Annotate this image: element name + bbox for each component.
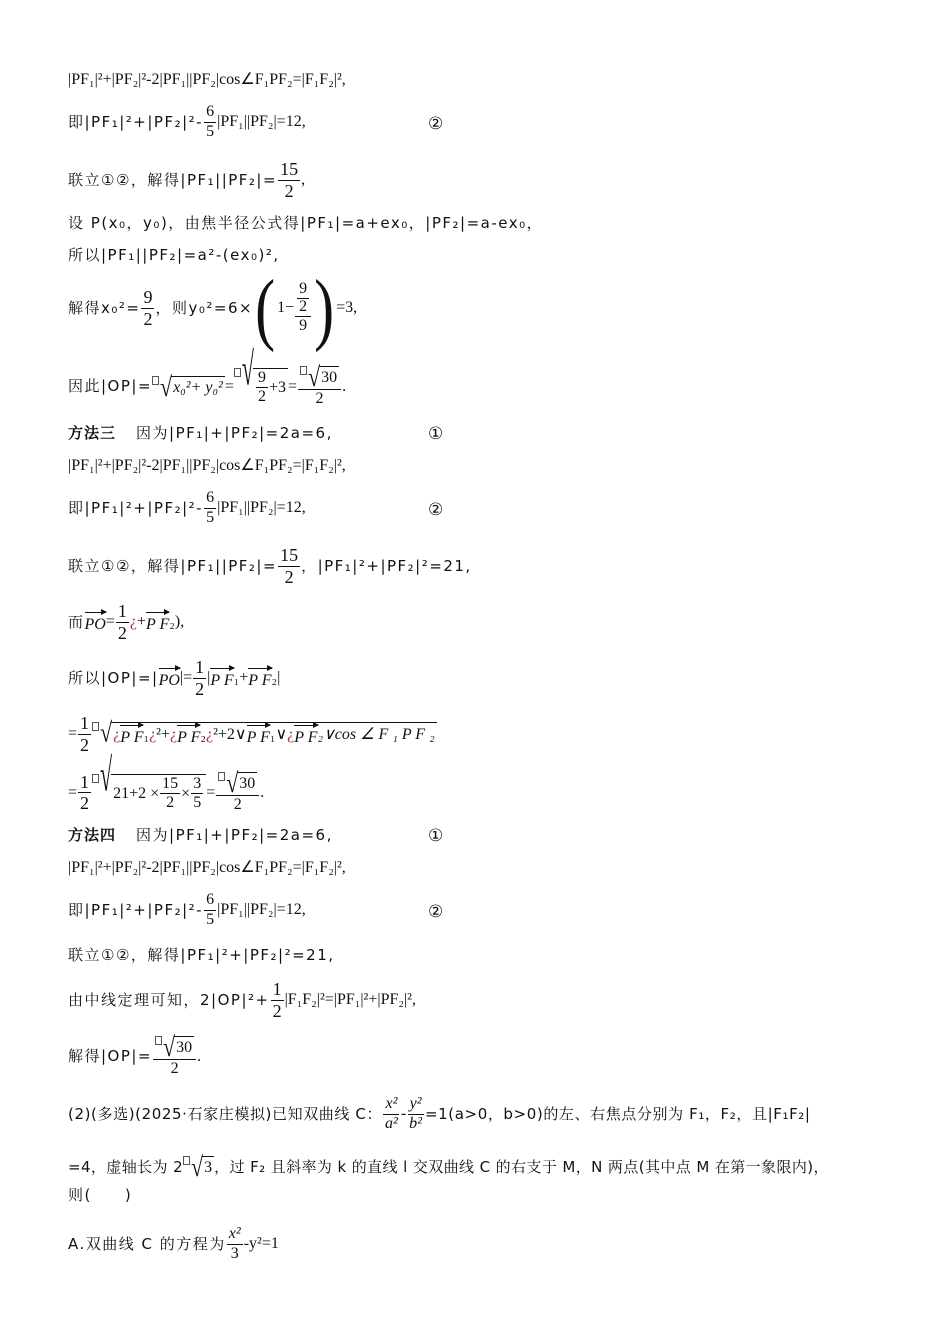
option-a[interactable] — [68, 1226, 279, 1263]
text: 因为|PF₁|+|PF₂|=2a=6, — [136, 826, 333, 844]
fraction-1-2 — [193, 658, 206, 699]
vector-pf: P F — [146, 611, 169, 633]
fraction-y2-b2 — [407, 1096, 424, 1133]
circled-2-marker: ② — [428, 114, 444, 134]
text: =3, — [336, 299, 358, 316]
sqrt-expression — [92, 716, 437, 749]
text: -y²=1 — [243, 1235, 279, 1253]
circled-1-marker: ① — [428, 826, 444, 846]
fraction-6-5 — [204, 104, 216, 141]
text: ₂), — [169, 613, 185, 631]
numerator: x² — [383, 1096, 399, 1115]
vector-po: PO — [159, 667, 180, 689]
circled-2-marker: ② — [428, 500, 444, 520]
text: 则( ) — [68, 1186, 133, 1204]
denominator: 2 — [272, 1000, 282, 1021]
text: = — [287, 377, 297, 395]
placeholder-box — [183, 1156, 190, 1165]
fraction-6-5 — [204, 892, 216, 929]
text: = — [68, 783, 78, 801]
numerator: 1 — [80, 713, 90, 733]
text: |PF₁||PF₂|=12, — [217, 113, 306, 131]
text: =1(a>0，b>0)的左、右焦点分别为 F₁，F₂，且|F₁F₂| — [424, 1104, 811, 1123]
text: 所以|OP|=| — [68, 668, 159, 687]
numerator: 15 — [280, 159, 299, 179]
denominator: 5 — [206, 910, 215, 928]
radical: √ — [100, 716, 113, 749]
radical: √ — [191, 1150, 204, 1182]
fraction-x2-3 — [227, 1226, 243, 1263]
text: 解得|OP|= — [68, 1047, 153, 1066]
fraction-15-2 — [278, 160, 300, 201]
text: 设 P(x₀，y₀)，由焦半径公式得|PF₁|=a+ex₀，|PF₂|=a-ex₀， — [68, 214, 544, 232]
denominator: 2 — [284, 566, 294, 587]
numerator: 6 — [204, 104, 216, 123]
circled-1-marker: ① — [428, 424, 444, 444]
product-line — [68, 248, 280, 263]
vector-pf2: P F — [177, 724, 200, 746]
sqrt-3 — [183, 1150, 214, 1182]
text: ，则y₀²=6× — [155, 298, 254, 317]
solve-x0-line — [68, 263, 358, 353]
vector-pf1: P F — [120, 724, 143, 746]
placeholder-box — [155, 1036, 162, 1045]
text: ，|PF₁|²+|PF₂|²=21, — [301, 556, 472, 575]
denominator: 2 — [117, 622, 127, 643]
method-four-heading — [68, 828, 333, 843]
fraction-1-2 — [116, 602, 129, 643]
inner-num: 9 — [299, 279, 308, 297]
sqrt-x0-y0 — [152, 370, 225, 402]
law-of-cosines-line — [68, 860, 346, 876]
fraction-sqrt30-2 — [153, 1030, 196, 1078]
vector-pf1: P F — [247, 724, 270, 746]
numerator: 9 — [143, 286, 153, 307]
right-paren: ) — [314, 263, 335, 353]
text: ₁ — [143, 726, 150, 744]
text: - — [400, 1105, 407, 1123]
fraction-3-5 — [191, 776, 203, 813]
numerator — [295, 281, 311, 318]
text: ²+ — [156, 726, 170, 744]
numerator: 1 — [117, 601, 127, 621]
equation-2-line — [68, 490, 306, 527]
garbled-glyph: ¿ — [113, 726, 121, 744]
denominator: 2 — [257, 388, 266, 406]
text: |PF₁||PF₂|=12, — [217, 499, 306, 517]
fraction-1-2 — [78, 773, 91, 814]
text: ₁+ — [233, 669, 249, 687]
text: = — [68, 725, 78, 743]
equation-2-line — [68, 892, 306, 929]
text: |PF₁|²+|PF₂|²-2|PF₁||PF₂|cos∠F₁PF₂=|F₁F₂|², — [68, 71, 346, 88]
text: | — [207, 669, 211, 687]
fraction-9-2 — [141, 288, 154, 329]
denominator: 5 — [193, 794, 202, 812]
text: ₂| — [271, 669, 281, 687]
op-result-line — [68, 342, 347, 408]
radical: √ — [241, 342, 254, 395]
numerator: 15 — [280, 545, 299, 565]
vector-pf2: P F — [248, 667, 271, 689]
vector-po: PO — [85, 611, 106, 633]
radicand: x₀²+ y₀² — [173, 378, 223, 396]
text: |PF₁|²+|PF₂|²-2|PF₁||PF₂|cos∠F₁PF₂=|F₁F₂|², — [68, 457, 346, 474]
denominator: 2 — [166, 794, 175, 812]
denominator: b² — [409, 1114, 422, 1132]
left-paren: ( — [255, 263, 276, 353]
fraction-9-2 — [256, 370, 268, 407]
denominator: 5 — [206, 508, 215, 526]
text: 21+2 × — [113, 784, 160, 802]
law-of-cosines-line — [68, 72, 346, 88]
expanded-sqrt-line — [68, 714, 437, 755]
garbled-glyph: ¿ — [129, 613, 137, 631]
text: |F₁F₂|²=|PF₁|²+|PF₂|², — [284, 991, 416, 1009]
text: |= — [179, 669, 193, 687]
radical: √ — [100, 748, 113, 801]
text: 即|PF₁|²+|PF₂|²- — [68, 498, 204, 517]
placeholder-box — [300, 366, 307, 375]
garbled-glyph: ¿ — [287, 726, 295, 744]
sqrt-nine-halves-plus-3 — [234, 342, 288, 407]
fraction-1-2 — [78, 714, 91, 755]
denominator: 2 — [80, 734, 90, 755]
radicand: 30 — [237, 772, 257, 794]
text: . — [342, 377, 347, 395]
garbled-glyph: ¿ — [149, 726, 157, 744]
method-label: 方法四 — [68, 826, 117, 844]
text: 1− — [277, 299, 295, 316]
question-2-line — [68, 1096, 811, 1133]
option-label: A.双曲线 C 的方程为 — [68, 1234, 226, 1253]
text: , — [301, 171, 306, 189]
method-label: 方法三 — [68, 424, 117, 442]
denominator: 2 — [233, 796, 242, 813]
fraction-1-2 — [271, 980, 284, 1021]
method-three-heading — [68, 426, 333, 441]
garbled-glyph: ¿ — [205, 726, 214, 744]
radical: √ — [308, 360, 321, 392]
radical: √ — [163, 1030, 176, 1062]
text: ²+2∨ — [213, 726, 247, 744]
text: . — [260, 783, 265, 801]
denominator: a² — [385, 1114, 398, 1132]
focal-radius-line — [68, 216, 543, 231]
op-result-line — [68, 1030, 202, 1078]
denominator: 2 — [80, 793, 90, 814]
radical: √ — [160, 370, 173, 402]
text: 即|PF₁|²+|PF₂|²- — [68, 900, 204, 919]
vector-po-line — [68, 602, 184, 643]
fraction-6-5 — [204, 490, 216, 527]
median-theorem-line — [68, 980, 416, 1021]
denominator: 2 — [143, 308, 153, 329]
sqrt-numeric — [92, 748, 206, 813]
garbled-glyph: ¿ — [170, 726, 178, 744]
text: ，过 F₂ 且斜率为 k 的直线 l 交双曲线 C 的右支于 M，N 两点(其中点 M 在第一象限内)， — [214, 1157, 829, 1176]
denominator: 2 — [170, 1060, 179, 1077]
numerator: 1 — [80, 771, 90, 792]
text: +3 — [268, 378, 286, 396]
radicand: 30 — [319, 366, 339, 388]
radicand: 30 — [174, 1036, 194, 1058]
numerator: 6 — [204, 490, 216, 509]
numerator: 6 — [204, 892, 216, 911]
text: ₂ — [200, 726, 206, 744]
text: 而 — [68, 612, 85, 631]
numerator: x² — [227, 1226, 243, 1245]
denominator: 3 — [230, 1244, 239, 1262]
inner-den: 2 — [299, 297, 308, 315]
fraction-x2-a2 — [383, 1096, 400, 1133]
fraction-sqrt30-2 — [216, 766, 259, 814]
text: |PF₁|²+|PF₂|²-2|PF₁||PF₂|cos∠F₁PF₂=|F₁F₂|², — [68, 859, 346, 876]
placeholder-box — [92, 722, 99, 731]
text: 因此|OP|= — [68, 377, 153, 396]
text: = — [105, 613, 115, 631]
text: 解得x₀²= — [68, 298, 141, 317]
text: =4，虚轴长为 2 — [68, 1157, 184, 1176]
text: . — [197, 1047, 202, 1065]
denominator: 2 — [315, 390, 324, 407]
text: + — [136, 613, 147, 631]
numerator: 1 — [272, 979, 282, 999]
placeholder-box — [234, 368, 241, 377]
sum-of-squares-line — [68, 948, 335, 963]
text: = — [224, 377, 234, 395]
text: 联立①②，解得|PF₁|²+|PF₂|²=21, — [68, 946, 335, 964]
denominator: 2 — [195, 678, 205, 699]
text: 联立①②，解得|PF₁||PF₂|= — [68, 556, 278, 575]
fraction-15-2 — [278, 546, 300, 587]
nested-fraction — [295, 281, 311, 335]
fraction-15-2 — [160, 776, 180, 813]
text: = — [206, 783, 216, 801]
text: ₁∨ — [269, 726, 288, 744]
radical: √ — [226, 766, 239, 798]
text: (2)(多选)(2025·石家庄模拟)已知双曲线 C： — [68, 1104, 383, 1123]
placeholder-box — [218, 772, 225, 781]
vector-pf2: P F — [294, 724, 317, 746]
denominator: 5 — [206, 122, 215, 140]
text: |PF₁||PF₂|=12, — [217, 901, 306, 919]
law-of-cosines-line — [68, 458, 346, 474]
question-2-line-2 — [68, 1150, 829, 1182]
text: 由中线定理可知，2|OP|²+ — [68, 990, 270, 1009]
solve-line — [68, 160, 305, 201]
text: 即|PF₁|²+|PF₂|²- — [68, 112, 204, 131]
numerator: 15 — [160, 776, 180, 795]
numerator: 9 — [256, 370, 268, 389]
solve-line — [68, 546, 472, 587]
placeholder-box — [152, 376, 159, 385]
text: × — [181, 784, 191, 802]
fraction-sqrt30-2 — [298, 360, 341, 408]
circled-2-marker: ② — [428, 902, 444, 922]
numerator: y² — [408, 1096, 424, 1115]
numerator: 1 — [195, 657, 205, 677]
numerator: 3 — [191, 776, 203, 795]
placeholder-box — [92, 774, 99, 783]
text: 联立①②，解得|PF₁||PF₂|= — [68, 170, 278, 189]
numeric-sqrt-line — [68, 748, 265, 814]
vector-pf1: P F — [210, 667, 233, 689]
text: 因为|PF₁|+|PF₂|=2a=6, — [136, 424, 333, 442]
denominator: 9 — [299, 317, 308, 335]
question-2-line-3 — [68, 1188, 132, 1203]
equation-2-line — [68, 104, 306, 141]
text: ₂∨cos ∠ F ₁ P F ₂ — [317, 726, 435, 744]
radicand: 3 — [202, 1156, 214, 1178]
text: 所以|PF₁||PF₂|=a²-(ex₀)², — [68, 246, 280, 264]
op-magnitude-line — [68, 658, 280, 699]
denominator: 2 — [284, 180, 294, 201]
